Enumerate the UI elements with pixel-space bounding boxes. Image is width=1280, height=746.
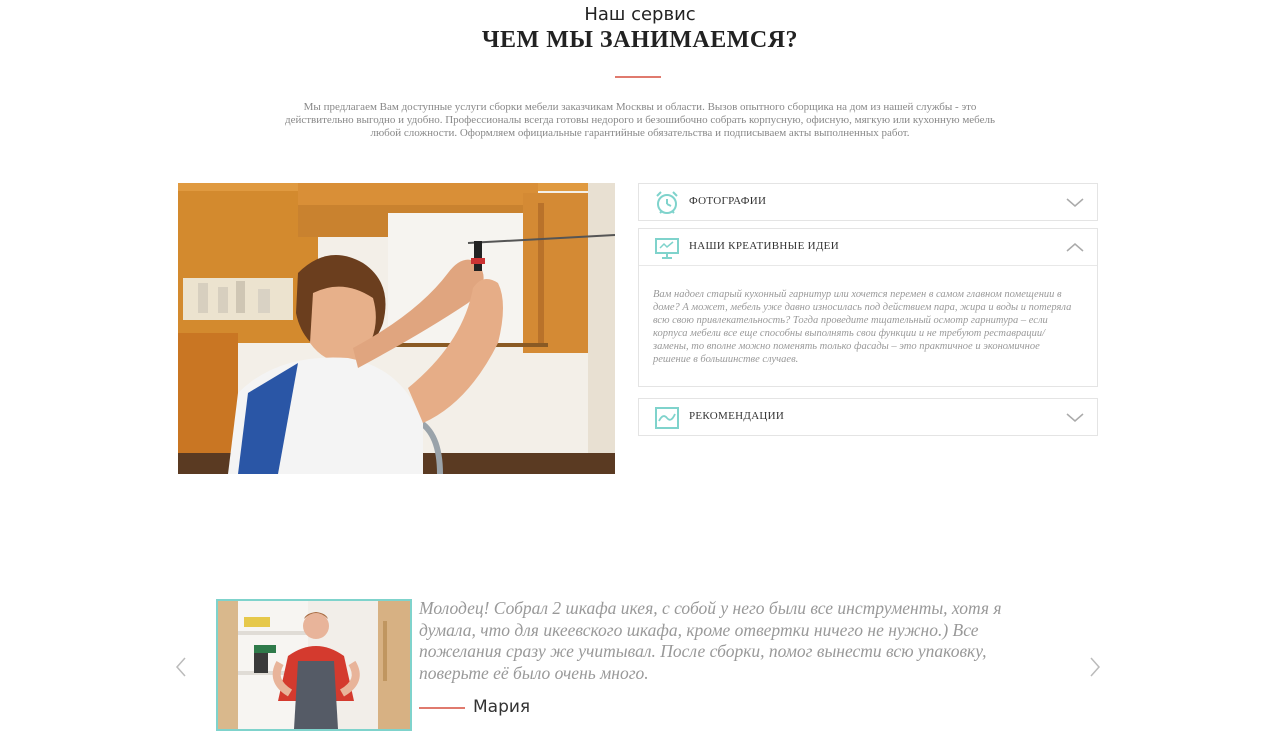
accordion-item-recommendations[interactable] — [638, 398, 1098, 436]
accordion-label: ФОТОГРАФИИ — [689, 195, 767, 207]
slider-next-arrow[interactable] — [1088, 656, 1102, 678]
accordion-header[interactable] — [639, 399, 1097, 435]
chart-icon — [654, 405, 680, 431]
testimonial-quote: Молодец! Собрал 2 шкафа икея, с собой у него были все инструменты, хотя я думала, что для икеевского шкафа, кроме отвертки ничего не нужно.) Все пожелания сразу же учитывал. После сборки, помог вынести всю упаковку, поверьте её было очень много. — [419, 598, 1002, 683]
accordion-item-creative-ideas[interactable] — [638, 228, 1098, 387]
testimonial-author: Мария — [473, 697, 531, 717]
chevron-up-icon[interactable] — [1065, 239, 1085, 255]
section-title: ЧЕМ МЫ ЗАНИМАЕМСЯ? — [481, 27, 799, 53]
accordion-label: РЕКОМЕНДАЦИИ — [689, 410, 785, 422]
testimonial-photo — [216, 599, 412, 731]
slider-prev-arrow[interactable] — [174, 656, 188, 678]
accordion-item-photos[interactable] — [638, 183, 1098, 221]
accordion-label: НАШИ КРЕАТИВНЫЕ ИДЕИ — [689, 240, 839, 252]
alarm-clock-icon — [654, 190, 680, 216]
title-divider — [615, 76, 661, 78]
chevron-down-icon[interactable] — [1065, 194, 1085, 210]
author-divider — [419, 707, 465, 709]
hero-photo — [178, 183, 615, 474]
section-subtitle: Наш сервис — [584, 4, 696, 25]
accordion-header[interactable] — [639, 229, 1097, 265]
monitor-icon — [654, 235, 680, 261]
accordion-body: Вам надоел старый кухонный гарнитур или хочется перемен в самом главном помещении в доме? А может, мебель уже давно износилась под действием пара, жира и воды и потеряла всю свою привлекательность? Тогда проведите тщательный осмотр гарнитура – если корпуса мебели все еще способны выполнять свои функции и не требуют реставрации/замены, то вполне можно поменять только фасады – это практичное и экономичное решение в большинстве случаев. — [639, 265, 1097, 386]
accordion-header[interactable] — [639, 184, 1097, 220]
intro-text: Мы предлагаем Вам доступные услуги сборки мебели заказчикам Москвы и области. Вызов опытного сборщика на дом из нашей службы - это действительно выгодно и удобно. Профессионалы всегда готовы недорого и безошибочно собрать корпусную, офисную, мягкую или кухонную мебель любой сложности. Оформляем официальные гарантийные обязательства и подписываем акты выполненных работ. — [284, 101, 996, 139]
chevron-down-icon[interactable] — [1065, 409, 1085, 425]
